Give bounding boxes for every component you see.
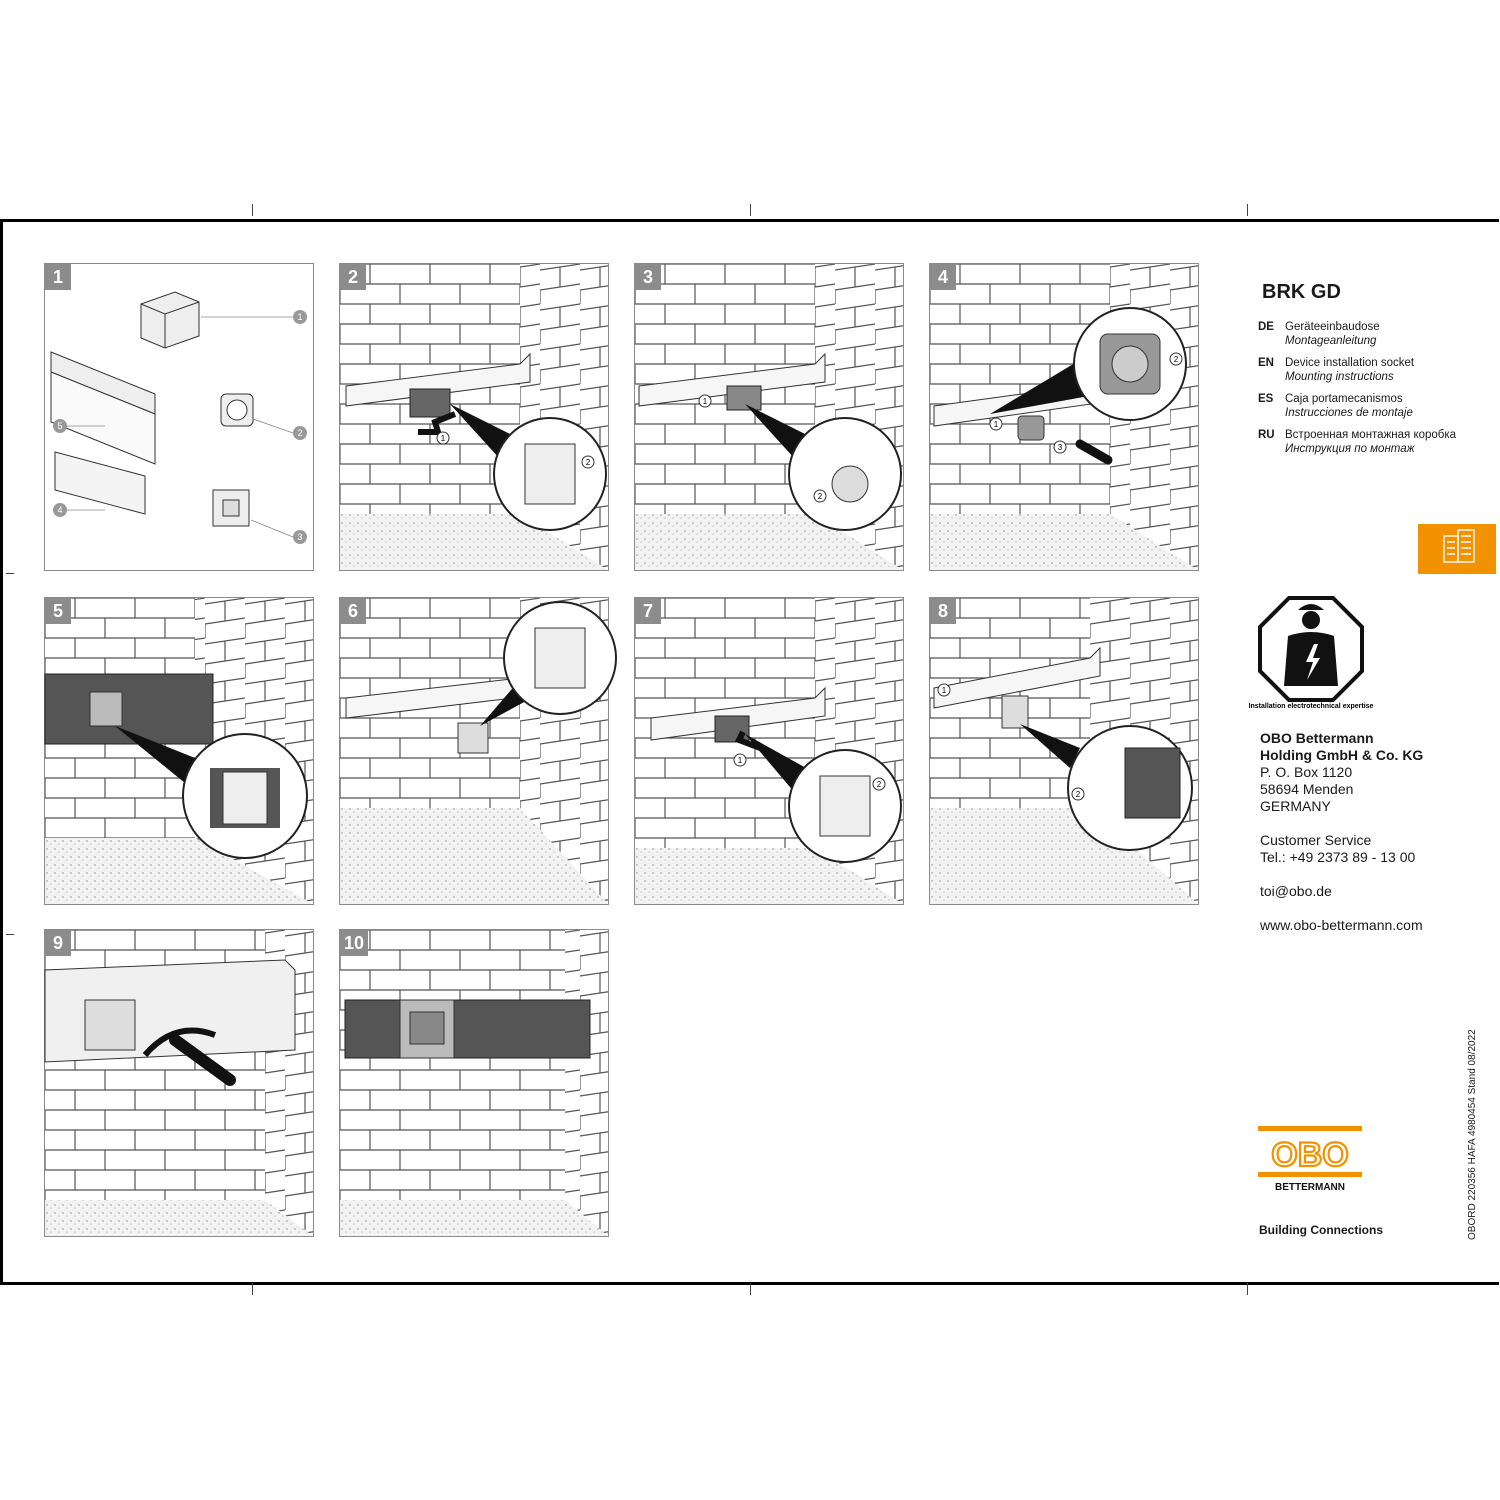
logo-brand: OBO — [1271, 1136, 1349, 1174]
step-3-panel — [634, 263, 904, 571]
company-name: OBO Bettermann — [1260, 730, 1374, 746]
service-label: Customer Service — [1260, 832, 1372, 848]
step-number: 5 — [45, 598, 71, 624]
step-8-panel — [929, 597, 1199, 905]
warning-caption: Installation electrotechnical expertise — [1248, 703, 1374, 710]
lang-code: ES — [1258, 393, 1274, 405]
lang-title: Встроенная монтажная коробка — [1285, 429, 1457, 441]
email-link[interactable]: toi@obo.de — [1260, 883, 1332, 899]
company-contact — [1260, 730, 1423, 934]
lang-code: EN — [1258, 357, 1274, 369]
callout-3: 3 — [297, 532, 303, 542]
lang-subtitle: Mounting instructions — [1285, 371, 1394, 383]
lang-code: DE — [1258, 321, 1274, 333]
tagline: Building Connections — [1259, 1223, 1383, 1237]
step-5-panel — [44, 597, 314, 905]
mount-socket-illustration — [930, 264, 1198, 570]
fold-mark — [1247, 1283, 1248, 1295]
step-6-panel — [339, 597, 609, 905]
lang-subtitle: Montageanleitung — [1285, 335, 1377, 347]
fold-mark — [750, 204, 751, 216]
callout-2: 2 — [817, 492, 823, 501]
data-module-illustration — [930, 598, 1198, 904]
callout-2: 2 — [297, 428, 303, 438]
step-number: 8 — [930, 598, 956, 624]
fold-mark — [1247, 204, 1248, 216]
fasten-screw-illustration — [45, 930, 313, 1236]
fold-mark — [252, 1283, 253, 1295]
step-9-panel — [44, 929, 314, 1237]
phone: Tel.: +49 2373 89 - 13 00 — [1260, 849, 1416, 865]
po-box: P. O. Box 1120 — [1260, 764, 1353, 780]
fold-mark — [252, 204, 253, 216]
lang-code: RU — [1258, 429, 1275, 441]
callout-2: 2 — [1075, 790, 1081, 799]
lang-en — [1258, 356, 1488, 384]
step-number: 10 — [340, 930, 368, 956]
lang-es — [1258, 392, 1488, 420]
lang-ru — [1258, 428, 1488, 456]
callout-5: 5 — [57, 421, 63, 431]
company-name-2: Holding GmbH & Co. KG — [1260, 747, 1424, 763]
step-2-panel — [339, 263, 609, 571]
fold-mark — [6, 934, 14, 935]
fold-mark — [6, 573, 14, 574]
insert-box-variant-illustration — [635, 598, 903, 904]
step-number: 6 — [340, 598, 366, 624]
callout-1: 1 — [737, 756, 743, 765]
step-number: 2 — [340, 264, 366, 290]
step-7-panel — [634, 597, 904, 905]
obo-logo — [1258, 1126, 1364, 1201]
obo-logo-graphic — [1258, 1126, 1364, 1196]
product-code: BRK GD — [1262, 281, 1341, 303]
step-10-panel — [339, 929, 609, 1237]
step-1-panel — [44, 263, 314, 571]
lang-title: Caja portamecanismos — [1285, 393, 1403, 405]
document-reference: OBORD 220356 HAFA 4980454 Stand 08/2022 — [1467, 1029, 1478, 1240]
callout-1: 1 — [702, 397, 708, 406]
product-info — [1258, 281, 1488, 464]
callout-1: 1 — [297, 312, 303, 322]
electrician-warning-icon — [1248, 596, 1374, 720]
callout-1: 1 — [941, 686, 947, 695]
step-number: 9 — [45, 930, 71, 956]
device-insert-illustration — [340, 598, 608, 904]
finished-installation-illustration — [340, 930, 608, 1236]
category-tab — [1418, 524, 1496, 574]
step-number: 4 — [930, 264, 956, 290]
lang-title: Geräteeinbaudose — [1285, 321, 1380, 333]
lang-de — [1258, 320, 1488, 348]
callout-2: 2 — [585, 458, 591, 467]
callout-1: 1 — [440, 434, 446, 443]
step-number: 7 — [635, 598, 661, 624]
lang-subtitle: Инструкция по монтаж — [1285, 443, 1415, 455]
lang-subtitle: Instrucciones de montaje — [1285, 407, 1413, 419]
callout-3: 3 — [1057, 443, 1063, 452]
callout-2: 2 — [1173, 355, 1179, 364]
website-link[interactable]: www.obo-bettermann.com — [1260, 917, 1423, 933]
route-cables-illustration — [635, 264, 903, 570]
city: 58694 Menden — [1260, 781, 1354, 797]
insert-box-into-duct-illustration — [340, 264, 608, 570]
step-number: 1 — [45, 264, 71, 290]
callout-4: 4 — [57, 505, 63, 515]
attach-cover-illustration — [45, 598, 313, 904]
callout-1: 1 — [993, 420, 999, 429]
country: GERMANY — [1260, 798, 1331, 814]
step-4-panel — [929, 263, 1199, 571]
step-number: 3 — [635, 264, 661, 290]
logo-sub: BETTERMANN — [1275, 1182, 1345, 1193]
fold-mark — [750, 1283, 751, 1295]
lang-title: Device installation socket — [1285, 357, 1415, 369]
callout-2: 2 — [876, 780, 882, 789]
building-icon — [1418, 524, 1496, 574]
components-overview-illustration — [45, 264, 313, 570]
